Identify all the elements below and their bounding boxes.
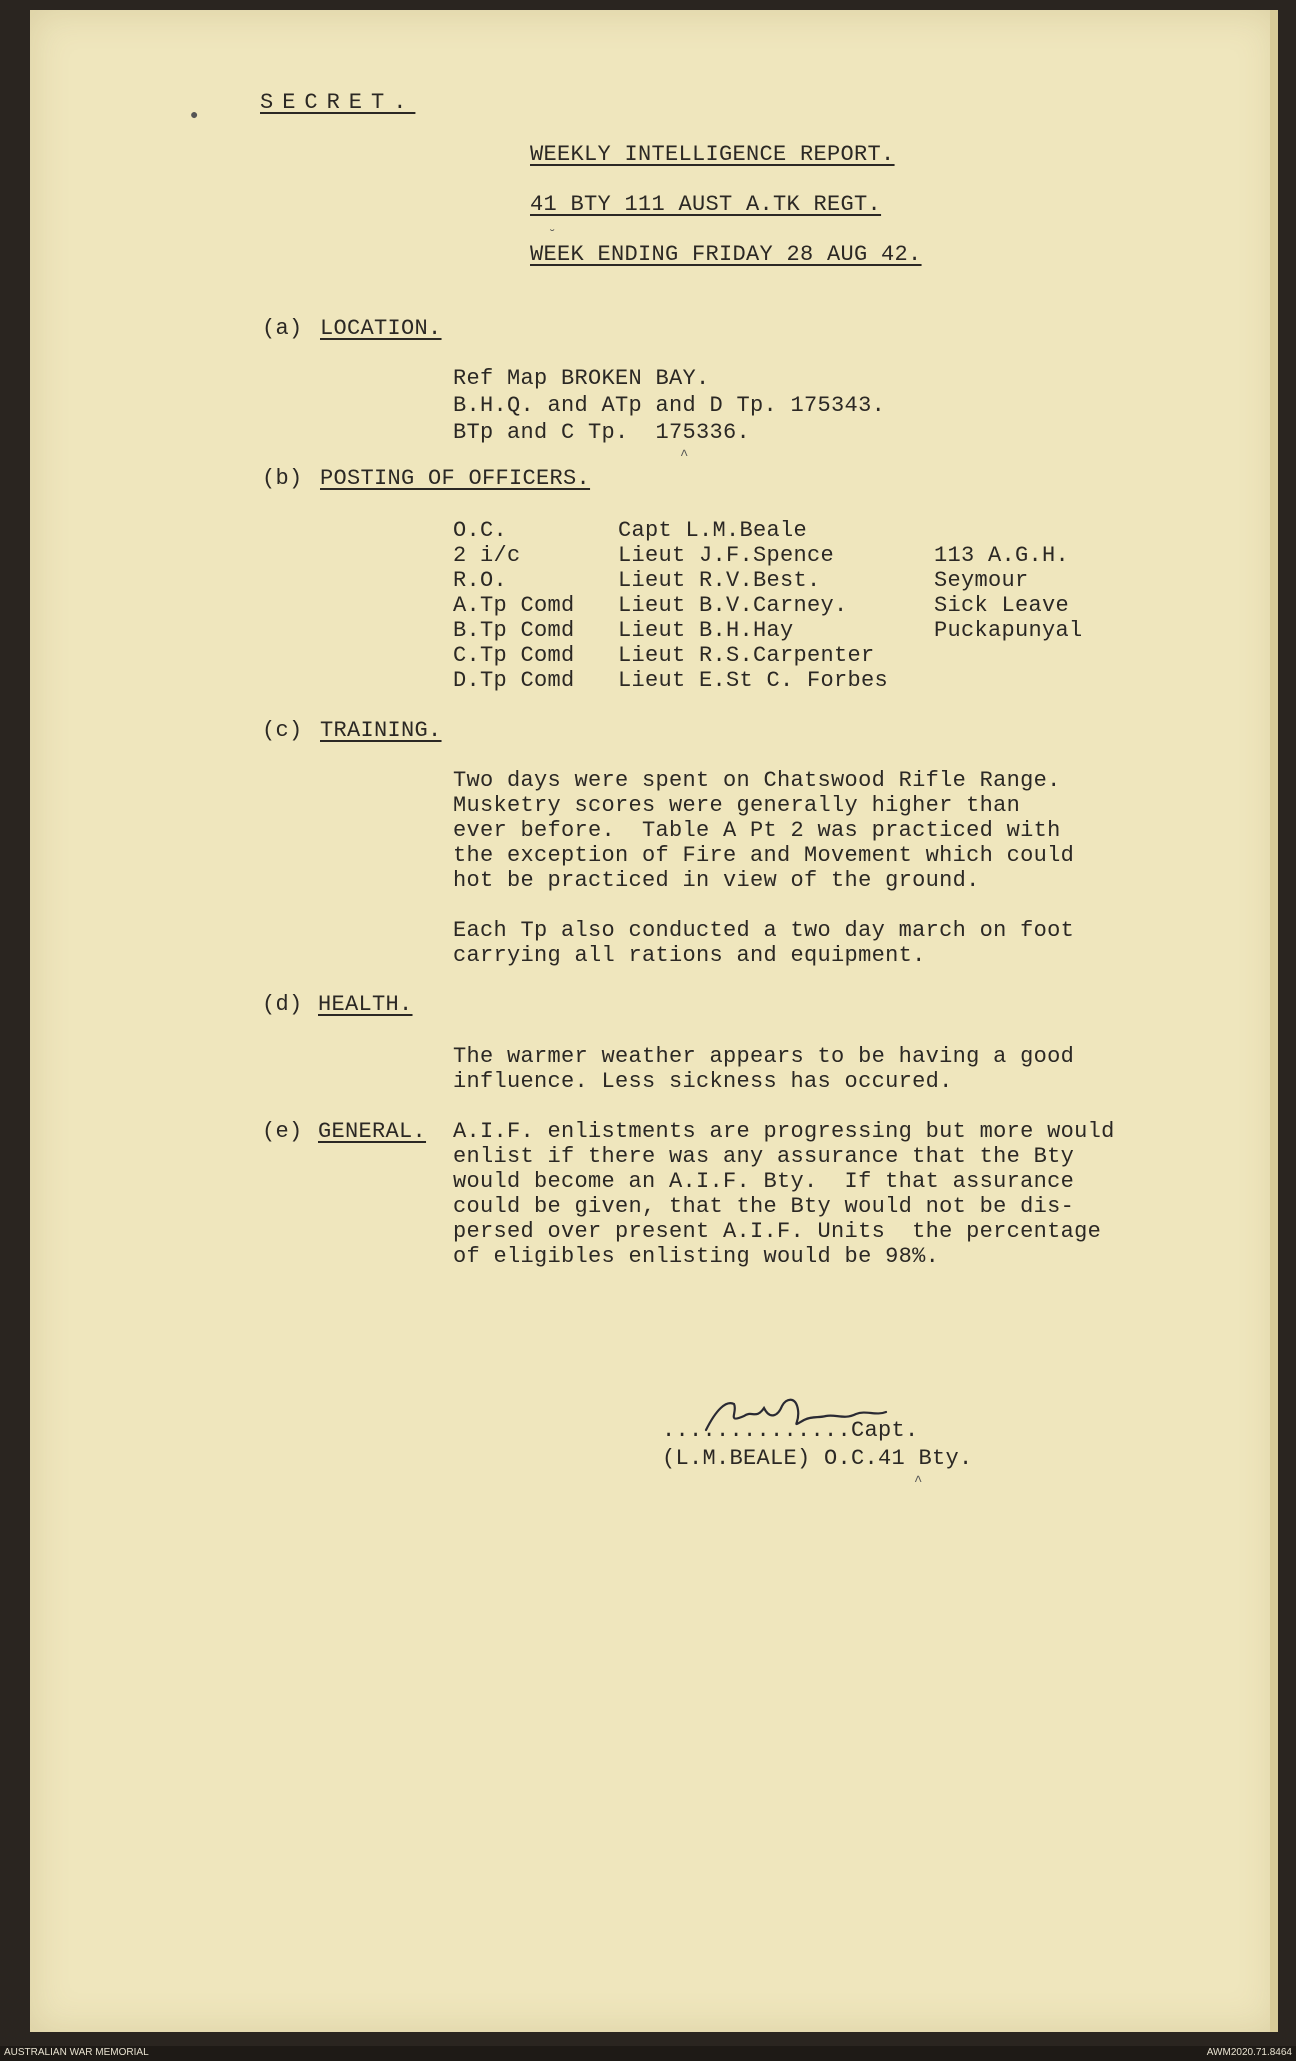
officer-note: Seymour: [934, 568, 1029, 593]
general-line: A.I.F. enlistments are progressing but more would: [453, 1119, 1115, 1144]
location-line: BTp and C Tp. 175336.: [453, 420, 751, 445]
health-line: influence. Less sickness has occured.: [453, 1069, 953, 1094]
location-line: Ref Map BROKEN BAY.: [453, 366, 710, 391]
training-line: carrying all rations and equipment.: [453, 943, 926, 968]
ink-mark: ˘: [548, 228, 557, 244]
officer-name: Lieut R.S.Carpenter: [618, 643, 875, 668]
officer-name: Lieut J.F.Spence: [618, 543, 835, 568]
section-a-letter: (a): [262, 316, 303, 341]
general-heading: GENERAL.: [318, 1119, 427, 1144]
officer-name: Lieut R.V.Best.: [618, 568, 821, 593]
health-heading: HEALTH.: [318, 992, 413, 1017]
training-line: the exception of Fire and Movement which could: [453, 843, 1075, 868]
archive-reference: AWM2020.71.8464: [1206, 2047, 1292, 2058]
signatory-name: (L.M.BEALE) O.C.41 Bty.: [662, 1446, 973, 1471]
training-line: ever before. Table A Pt 2 was practiced with: [453, 818, 1061, 843]
training-line: Musketry scores were generally higher than: [453, 793, 1021, 818]
unit-title: 41 BTY 111 AUST A.TK REGT.: [530, 192, 882, 217]
archive-name: AUSTRALIAN WAR MEMORIAL: [4, 2047, 149, 2058]
officer-post: 2 i/c: [453, 543, 521, 568]
report-title: WEEKLY INTELLIGENCE REPORT.: [530, 142, 895, 167]
section-d-letter: (d): [262, 992, 303, 1017]
officer-note: Puckapunyal: [934, 618, 1083, 643]
training-line: hot be practiced in view of the ground.: [453, 868, 980, 893]
general-line: persed over present A.I.F. Units the percentage: [453, 1219, 1102, 1244]
location-heading: LOCATION.: [320, 316, 442, 341]
officer-post: O.C.: [453, 518, 508, 543]
officer-post: R.O.: [453, 568, 508, 593]
training-line: Two days were spent on Chatswood Rifle Range.: [453, 768, 1061, 793]
officer-post: A.Tp Comd: [453, 593, 575, 618]
general-line: would become an A.I.F. Bty. If that assurance: [453, 1169, 1075, 1194]
week-ending-title: WEEK ENDING FRIDAY 28 AUG 42.: [530, 242, 922, 267]
page-edge: [1270, 10, 1278, 2032]
officer-note: 113 A.G.H.: [934, 543, 1070, 568]
posting-heading: POSTING OF OFFICERS.: [320, 466, 591, 491]
general-line: of eligibles enlisting would be 98%.: [453, 1244, 940, 1269]
section-c-letter: (c): [262, 718, 303, 743]
officer-post: C.Tp Comd: [453, 643, 575, 668]
officer-name: Capt L.M.Beale: [618, 518, 808, 543]
ink-mark: ^: [680, 448, 689, 464]
general-line: could be given, that the Bty would not be dis-: [453, 1194, 1075, 1219]
section-b-letter: (b): [262, 466, 303, 491]
officer-post: D.Tp Comd: [453, 668, 575, 693]
officer-name: Lieut B.H.Hay: [618, 618, 794, 643]
general-line: enlist if there was any assurance that the Bty: [453, 1144, 1075, 1169]
classification-label: SECRET.: [260, 90, 416, 115]
archive-footer: [0, 2046, 1296, 2061]
officer-note: Sick Leave: [934, 593, 1070, 618]
officer-post: B.Tp Comd: [453, 618, 575, 643]
section-e-letter: (e): [262, 1119, 303, 1144]
training-heading: TRAINING.: [320, 718, 442, 743]
officer-name: Lieut B.V.Carney.: [618, 593, 848, 618]
officer-name: Lieut E.St C. Forbes: [618, 668, 889, 693]
document-page: [30, 10, 1278, 2032]
training-line: Each Tp also conducted a two day march on foot: [453, 918, 1075, 943]
ink-mark: ●: [190, 108, 199, 124]
location-line: B.H.Q. and ATp and D Tp. 175343.: [453, 393, 886, 418]
signature-line: ..............Capt.: [662, 1418, 919, 1443]
ink-mark: ^: [914, 1474, 923, 1490]
health-line: The warmer weather appears to be having a good: [453, 1044, 1075, 1069]
